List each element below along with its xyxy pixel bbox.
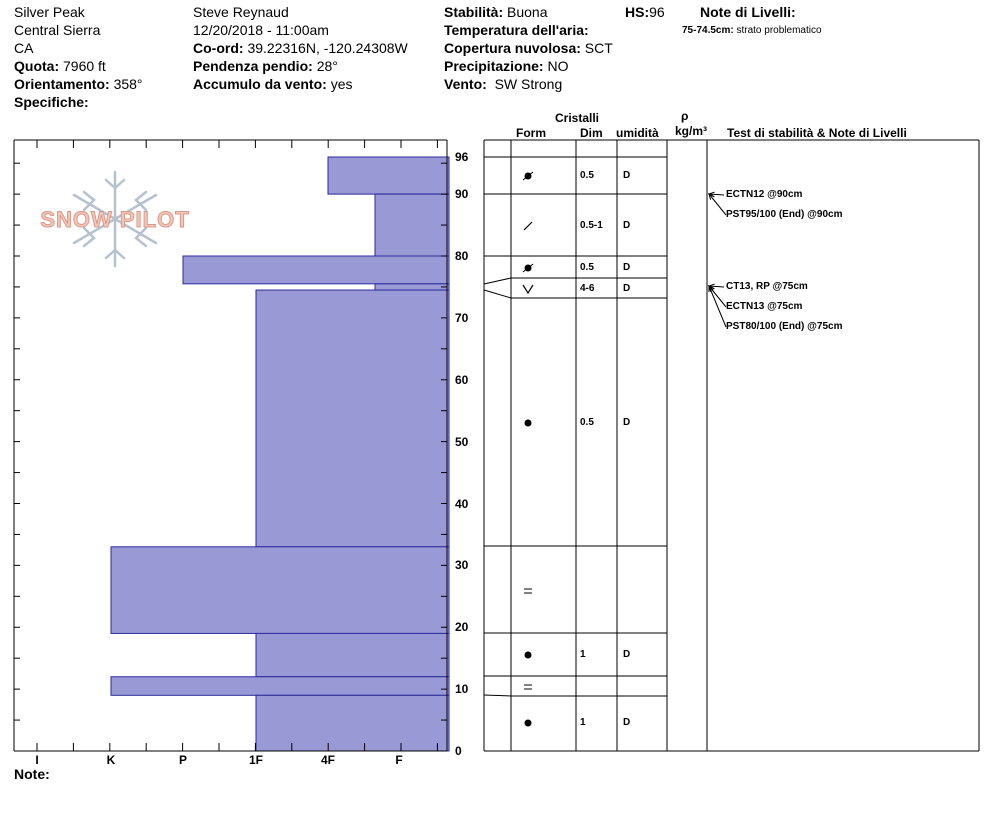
hardness-label: F (395, 753, 403, 767)
height-label: 70 (455, 310, 469, 325)
hardness-bar-2 (375, 194, 449, 256)
layer-wetness: D (623, 717, 631, 728)
ice-layer-icon (524, 589, 532, 593)
hardness-label: P (178, 753, 187, 767)
stability-test: PST95/100 (End) @90cm (726, 209, 843, 220)
height-label: 96 (455, 150, 469, 164)
note-livelli-label: Note di Livelli: (700, 4, 796, 20)
hardness-label: I (35, 753, 39, 767)
crystal-form-symbols (523, 172, 726, 727)
stability-test: ECTN12 @90cm (726, 189, 803, 200)
stabilita-label: Stabilità: (444, 4, 504, 20)
tests-header: Test di stabilità & Note di Livelli (727, 126, 907, 140)
layer-connector (484, 278, 511, 284)
hs-label: HS: (625, 4, 650, 20)
snowpilot-logo (40, 172, 189, 266)
quota-value: 7960 ft (63, 58, 106, 74)
accumulo-value: yes (330, 76, 353, 92)
height-label: 10 (455, 682, 469, 697)
note-label: Note: (14, 766, 50, 782)
vento-label: Vento: (444, 76, 487, 92)
density-unit-header: kg/m³ (675, 124, 708, 138)
hardness-bar-3 (183, 256, 449, 284)
pendenza-value: 28° (316, 58, 338, 74)
coord-label: Co-ord: (193, 40, 244, 56)
layer-dim: 0.5 (580, 417, 594, 428)
layer-dim: 1 (580, 649, 586, 660)
vento-value: SW Strong (494, 76, 563, 92)
range: Central Sierra (14, 22, 101, 38)
layer-dim: 1 (580, 717, 586, 728)
height-label: 90 (455, 187, 469, 202)
hs-value: 96 (649, 4, 665, 20)
quota-label: Quota: (14, 58, 60, 74)
copertura-label: Copertura nuvolosa: (444, 40, 581, 56)
layer-dim: 0.5 (580, 262, 594, 273)
note-livelli-text: strato problematico (736, 25, 822, 36)
height-label: 80 (455, 249, 469, 263)
specifiche-label: Specifiche: (14, 94, 89, 110)
orient-label: Orientamento: (14, 76, 110, 92)
copertura-value: SCT (584, 40, 613, 56)
hardness-bar-1 (328, 157, 449, 194)
layer-wetness: D (623, 262, 631, 273)
height-label: 40 (455, 496, 469, 511)
stability-test: ECTN13 @75cm (726, 301, 803, 312)
rho-header: ρ (681, 109, 689, 123)
hardness-bar-9 (256, 695, 449, 751)
datetime: 12/20/2018 - 11:00am (193, 22, 329, 38)
height-label: 0 (455, 744, 462, 758)
layer-wetness: D (623, 417, 631, 428)
layer-connector (484, 290, 511, 298)
layer-dim: 0.5 (580, 170, 594, 181)
layer-connector (484, 695, 511, 696)
hardness-bar-8 (111, 677, 449, 696)
rounded-icon (525, 720, 532, 727)
umidita-header: umidità (616, 126, 659, 140)
height-label: 30 (455, 558, 469, 573)
note-livelli-range: 75-74.5cm: (682, 25, 734, 36)
hardness-bars (111, 157, 449, 751)
rounded-icon (525, 420, 532, 427)
layer-wetness: D (623, 283, 631, 294)
layer-wetness: D (623, 220, 631, 231)
cristalli-header: Cristalli (555, 111, 600, 125)
height-label: 60 (455, 372, 469, 387)
dim-header: Dim (580, 126, 603, 140)
ice-layer-icon (524, 685, 532, 689)
depth-hoar-icon (523, 285, 533, 293)
coord-value: 39.22316N, -120.24308W (247, 40, 408, 56)
stabilita-value: Buona (507, 4, 548, 20)
stability-test: PST80/100 (End) @75cm (726, 321, 843, 332)
precip-value: NO (547, 58, 569, 74)
height-label: 20 (455, 620, 469, 635)
rounding-faceted-icon (523, 264, 533, 272)
accumulo-label: Accumulo da vento: (193, 76, 327, 92)
snowpilot-logo-text: SNOW PILOT (40, 207, 190, 232)
layer-dim: 4-6 (580, 283, 595, 294)
hardness-bar-6 (111, 547, 449, 634)
rounding-faceted-icon (523, 172, 533, 180)
orient-value: 358° (113, 76, 143, 92)
location: Silver Peak (14, 4, 85, 20)
hardness-label: 1F (248, 753, 263, 767)
height-label: 50 (455, 434, 469, 449)
hardness-label: 4F (320, 753, 335, 767)
layer-wetness: D (623, 170, 631, 181)
pendenza-label: Pendenza pendio: (193, 58, 313, 74)
hardness-label: K (106, 753, 116, 767)
state: CA (14, 40, 34, 56)
layer-dim: 0.5-1 (580, 220, 603, 231)
temp-label: Temperatura dell'aria: (444, 22, 589, 38)
layer-wetness: D (623, 649, 631, 660)
form-header: Form (516, 126, 546, 140)
test-arrow (709, 286, 726, 327)
observer: Steve Reynaud (193, 4, 289, 20)
rounded-icon (525, 652, 532, 659)
hardness-bar-4 (375, 284, 449, 290)
decomposing-icon (524, 222, 532, 230)
precip-label: Precipitazione: (444, 58, 544, 74)
hardness-bar-5 (256, 290, 449, 547)
hardness-bar-7 (256, 633, 449, 676)
test-arrow (709, 194, 726, 215)
stability-test: CT13, RP @75cm (726, 281, 808, 292)
